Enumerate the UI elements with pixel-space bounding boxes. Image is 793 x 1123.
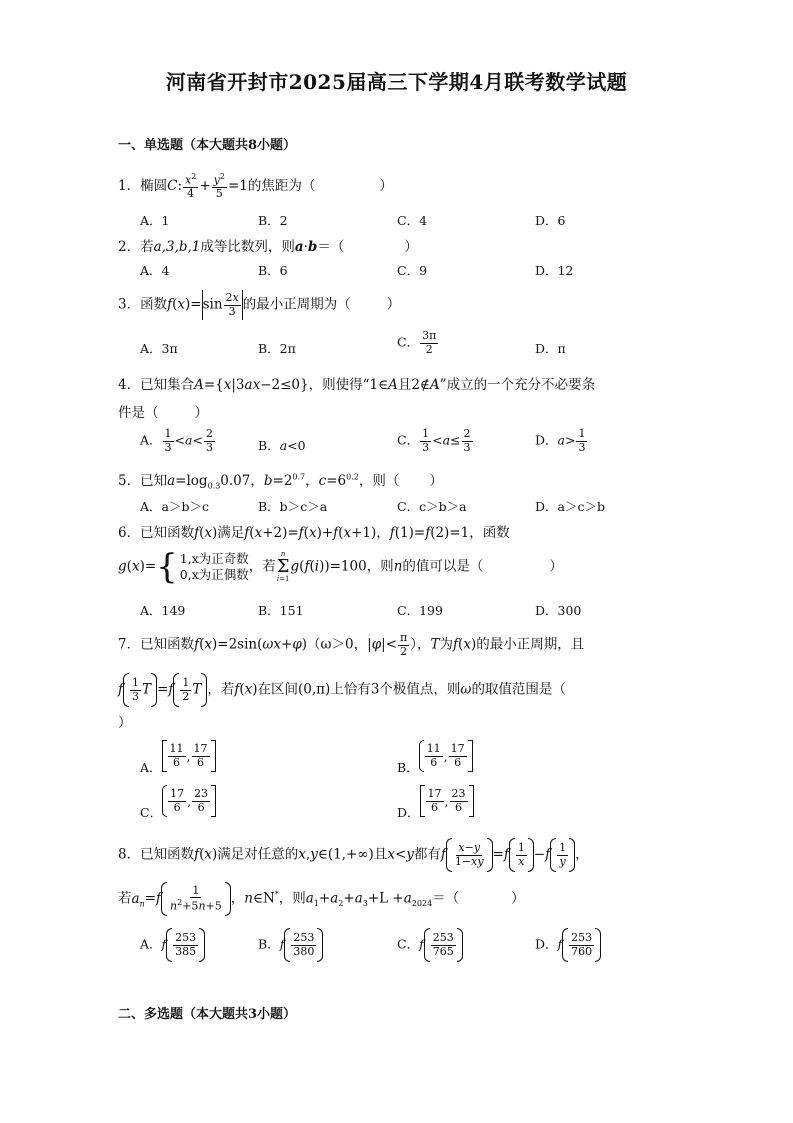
option-d: D．f $\frac{253}{760}$ (535, 928, 601, 962)
option-c: C． $\frac{1}{3}$ <a≤ $\frac{2}{3}$ (397, 427, 471, 454)
option-d: D．300 (535, 603, 582, 618)
option-a: A．1 (140, 213, 170, 228)
option-c: C．4 (397, 213, 428, 228)
option-d: D．a> $\frac{1}{3}$ (535, 427, 586, 454)
option-c: C．9 (397, 263, 428, 278)
question-8: 8．已知函数f(x)满足对任意的x,y∈(1,+∞)且x<y都有f $\frac{x-y}{1-xy}$ =f $\frac{1}{x}$ −f $\frac{1}{y}$ ， (118, 838, 589, 872)
option-a: A． $\frac{1}{3}$ <a< $\frac{2}{3}$ (140, 427, 213, 454)
section-heading-multiple-choice: 二、多选题（本大题共3小题） (118, 1007, 297, 1022)
question-7: 7．已知函数f(x)=2sin(ωx+φ)（ω＞0，|φ|< $\frac{\pi}{2}$ ），T为f(x)的最小正周期，且 (118, 631, 585, 658)
question-4: 4．已知集合A={x|3ax−2≤0}，则使得“1∈A且2∉A”成立的一个充分不必要条 (118, 377, 596, 393)
option-d: D．12 (535, 263, 574, 278)
option-d: D． $\frac{17}{6}$ , $\frac{23}{6}$ (397, 785, 474, 821)
option-c: C． $\frac{3\pi}{2}$ (397, 329, 437, 356)
option-a: A．a＞b＞c (140, 499, 209, 514)
question-6: 6．已知函数f(x)满足f(x+2)=f(x)+f(x+1)，f(1)=f(2)=1，函数 (118, 525, 510, 541)
option-c: C． $\frac{17}{6}$ , $\frac{23}{6}$ (140, 785, 216, 821)
option-b: B．b＞c＞a (258, 499, 328, 514)
option-d: D．a＞c＞b (535, 499, 605, 514)
page-title: 河南省开封市2025届高三下学期4月联考数学试题 (165, 70, 628, 94)
option-c: C．199 (397, 603, 443, 618)
option-d: D．6 (535, 213, 566, 228)
question-5: 5．已知$a=\log_{0.3}0.07$，$b=2^{0.7}$，$c=6^{0.2}$，则（ ） (118, 472, 443, 491)
question-1: 1．椭圆C: $\frac{x^2}{4}$ + $\frac{y^2}{5}$ =1的焦距为（ ） (118, 172, 393, 201)
question-8-line-2: 若$a_n=f$ $\frac{1}{n^2+5n+5}$ ，n∈N*，则$a_1+a_2+a_3+L +a_{2024}=$（ ） (118, 882, 525, 916)
question-4-line-2: 件是（ ） (118, 405, 208, 421)
question-6-line-2: g(x)= { 1,x为正奇数 0,x为正偶数 ，若 n Σ i=1 g(f(i))=100，则n的值可以是（ ） (118, 547, 563, 587)
option-b: B．151 (258, 603, 304, 618)
question-3: 3．函数f(x)=sin $\frac{2x}{3}$ 的最小正周期为（ ） (118, 290, 400, 320)
option-b: B．2π (258, 341, 296, 356)
option-a: A．149 (140, 603, 186, 618)
option-c: C．f $\frac{253}{765}$ (397, 928, 463, 962)
option-c: C．c＞b＞a (397, 499, 467, 514)
option-b: B．a<0 (258, 438, 306, 453)
option-a: A． $\frac{11}{6}$ , $\frac{17}{6}$ (140, 740, 216, 776)
option-b: B． $\frac{11}{6}$ , $\frac{17}{6}$ (397, 740, 473, 776)
option-b: B．6 (258, 263, 288, 278)
question-7-line-2: f $\frac{1}{3}$ T =f $\frac{1}{2}$ T ，若f(x)在区间(0,π)上恰有3个极值点，则ω的取值范围是（ (118, 673, 566, 707)
question-7-line-3: ） (118, 715, 132, 731)
question-2: 2．若a,3,b,1成等比数列，则a·b＝（ ） (118, 239, 418, 255)
option-a: A．3π (140, 341, 178, 356)
option-b: B．2 (258, 213, 288, 228)
option-a: A．f $\frac{253}{385}$ (140, 928, 205, 962)
option-a: A．4 (140, 263, 170, 278)
option-d: D．π (535, 341, 566, 356)
section-heading-single-choice: 一、单选题（本大题共8小题） (118, 138, 297, 153)
option-b: B．f $\frac{253}{380}$ (258, 928, 323, 962)
